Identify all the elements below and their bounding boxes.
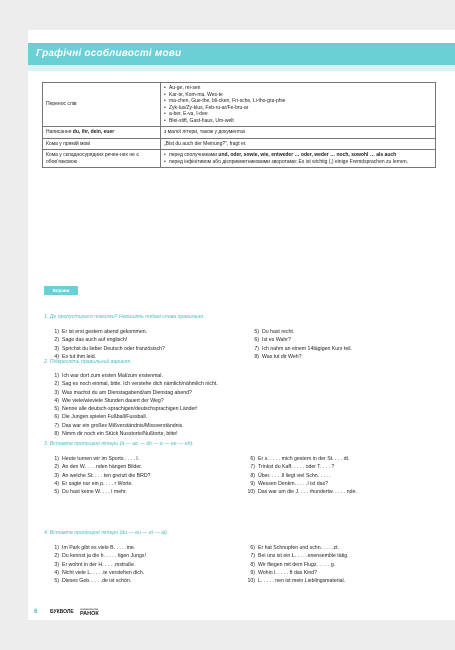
list-item: • Blei-stift, Gast-haus, Um-welt bbox=[164, 118, 432, 125]
item-text: Heute turnen wir im Sports . . . . l. bbox=[62, 456, 139, 462]
list-item bbox=[246, 561, 349, 569]
task-left-list bbox=[50, 455, 151, 496]
item-text: Dieses Geb. . . . .de ist schön. bbox=[62, 578, 132, 585]
item-text: An welche St. . . . ten grenzt die BRD? bbox=[62, 472, 151, 479]
list-item bbox=[50, 336, 165, 344]
item-number: 7) bbox=[250, 553, 255, 560]
item-number: 1) bbox=[54, 456, 59, 462]
rule-value bbox=[161, 150, 436, 168]
item-text: Nenne alle deutsch-sprachigen/deutschsprachigen Länder! bbox=[62, 406, 198, 413]
rule-label bbox=[43, 127, 161, 139]
section-title: Графічні особливості мови bbox=[36, 48, 182, 59]
item-text: Bei uns ist ein L. . . . .enensemble tätig. bbox=[258, 553, 349, 560]
list-item bbox=[246, 569, 349, 577]
item-text: Im Park gibt es viele B. . . . .me. bbox=[62, 545, 136, 551]
item-number: 7) bbox=[250, 464, 255, 471]
task-right-list bbox=[246, 544, 349, 585]
item-number: 4) bbox=[54, 397, 59, 404]
task-title: 4. Вставте пропущені літери (äu — eu — ei — ai). bbox=[44, 530, 169, 536]
table-row bbox=[43, 127, 436, 139]
rule-value bbox=[161, 83, 436, 127]
item-number: 4) bbox=[54, 569, 59, 576]
list-item bbox=[50, 405, 218, 413]
item-text: Er wohnt in der H. . . . .mstraße. bbox=[62, 561, 136, 568]
item-text: Nicht viele L. . . . .te verstehen dich. bbox=[62, 569, 145, 576]
item-number: 5) bbox=[54, 578, 59, 585]
item-text: Wir fliegen mit dem Flugz. . . . . g. bbox=[258, 561, 336, 568]
item-text: Ist es Wahr? bbox=[262, 337, 291, 344]
item-text: Trinkst du Kaff. . . . . oder T. . . . ? bbox=[258, 464, 335, 471]
item-number: 6) bbox=[254, 337, 259, 344]
task-right-list bbox=[246, 455, 357, 496]
item-text: Er sagte nur ein p. . . . r Worte. bbox=[62, 480, 133, 487]
item-text: Wohin l. . . . . ft das Kind? bbox=[258, 569, 318, 576]
item-number: 3) bbox=[54, 345, 59, 352]
item-number: 9) bbox=[250, 480, 255, 487]
publisher-logo-bukvole: БУКВОЛЕ bbox=[50, 609, 74, 615]
item-number: 1) bbox=[54, 545, 59, 551]
section-header bbox=[28, 43, 455, 65]
rule-value: „Bist du auch der Meinung?“, fragt er. bbox=[161, 138, 436, 150]
rules-table bbox=[42, 82, 436, 168]
list-item: • Kar-te, Kom-ma, Wes-te bbox=[164, 92, 432, 99]
item-text: Sag es noch einmal, bitte. Ich verstehe dich nämlich/nähmlich nicht. bbox=[62, 381, 218, 388]
list-item bbox=[246, 472, 357, 480]
task-title: 1. Де пропустилися помилки? Напишіть подані слова правильно. bbox=[44, 314, 205, 320]
item-number: 2) bbox=[54, 464, 59, 471]
task-right-list bbox=[250, 328, 352, 361]
item-text: Sage das auch auf englisch! bbox=[62, 337, 128, 344]
item-number: 7) bbox=[54, 422, 59, 429]
list-item bbox=[50, 397, 218, 405]
task-left-list bbox=[50, 372, 218, 438]
list-item bbox=[50, 389, 218, 397]
item-number: 6) bbox=[250, 456, 255, 462]
task-left-list bbox=[50, 328, 165, 361]
item-text: Die Jungen spielen Fußball/Fussball. bbox=[62, 414, 148, 421]
item-number: 6) bbox=[54, 414, 59, 421]
list-item bbox=[50, 345, 165, 353]
list-item bbox=[246, 544, 349, 552]
item-text: Wessen Denkm. . . . .l ist das? bbox=[258, 480, 328, 487]
rule-label: Кома у прямій мові bbox=[43, 138, 161, 150]
item-number: 10) bbox=[247, 489, 255, 496]
list-item bbox=[50, 463, 151, 471]
document-sheet bbox=[28, 30, 455, 620]
list-item bbox=[250, 345, 352, 353]
item-text: Was machst du am Dienstagabend/am Dienstag abend? bbox=[62, 389, 192, 396]
list-item bbox=[50, 552, 146, 560]
list-item bbox=[50, 430, 218, 438]
item-text: Er hat Schnupfen und schn. . . . .zt. bbox=[258, 545, 340, 551]
item-number: 8) bbox=[250, 561, 255, 568]
list-item bbox=[50, 413, 218, 421]
item-text: Das war um die J. . . . rhundertw. . . . . nde. bbox=[258, 489, 357, 496]
list-item: • Au-ge, rei-sen bbox=[164, 85, 432, 92]
publisher-logo-text: РАНОК bbox=[80, 611, 99, 617]
item-number: 1) bbox=[54, 329, 59, 335]
item-number: 7) bbox=[254, 345, 259, 352]
list-item bbox=[50, 544, 146, 552]
item-number: 9) bbox=[250, 569, 255, 576]
item-text: Du hast keine W. . . . l mehr. bbox=[62, 489, 127, 496]
item-text: L. . . . . nen ist mein Lieblingsmaterial. bbox=[258, 578, 346, 585]
publisher-logo-ranok bbox=[80, 607, 99, 617]
item-text: Wie viele/wieviele Stunden dauert der Weg? bbox=[62, 397, 164, 404]
item-text: Du hast recht. bbox=[262, 329, 295, 335]
item-number: 5) bbox=[54, 406, 59, 413]
list-item bbox=[50, 577, 146, 585]
item-number: 3) bbox=[54, 561, 59, 568]
item-text: Über. . . . .ll liegt viel Schn. . . . . bbox=[258, 472, 331, 479]
publisher-logo-caption: видавництво bbox=[80, 607, 99, 611]
item-number: 8) bbox=[54, 431, 59, 438]
list-item bbox=[250, 336, 352, 344]
list-item bbox=[50, 561, 146, 569]
item-text: Sprichst du lieber Deutsch oder französisch? bbox=[62, 345, 165, 352]
list-item bbox=[50, 422, 218, 430]
item-number: 1) bbox=[54, 373, 59, 379]
list-item bbox=[50, 455, 151, 463]
list-item bbox=[250, 328, 352, 336]
list-item: • Zyk-lus/Zy-klus, Feb-ru-ar/Fe-bru-ar bbox=[164, 105, 432, 112]
list-item bbox=[246, 577, 349, 585]
item-number: 3) bbox=[54, 472, 59, 479]
list-item bbox=[246, 552, 349, 560]
item-number: 3) bbox=[54, 389, 59, 396]
list-item: • перед інфінітивом або дієприкметниковими зворотами: Es ist wichtig (,) einige Fremdsprachen zu lernen. bbox=[164, 159, 432, 166]
list-item bbox=[246, 455, 357, 463]
item-text: An den W. . . . nden hängen Bilder. bbox=[62, 464, 143, 471]
item-text: Nimm dir noch ein Stück Nusstorte/Nußtorte, bitte! bbox=[62, 431, 178, 438]
item-text: Ich war dort zum ersten Mal/zum erstenmal. bbox=[62, 373, 163, 379]
list-item bbox=[50, 472, 151, 480]
item-text: Es tut ihm leid. bbox=[62, 353, 97, 360]
table-row bbox=[43, 83, 436, 127]
list-item bbox=[246, 463, 357, 471]
page-number: 6 bbox=[34, 609, 38, 615]
item-text: Er ist erst gestern abend gekommen. bbox=[62, 329, 148, 335]
item-number: 8) bbox=[254, 353, 259, 360]
rule-value: з малої літери, також у документах bbox=[161, 127, 436, 139]
task-title: 2. Підкресліть правильний варіант. bbox=[44, 359, 132, 365]
item-number: 4) bbox=[54, 480, 59, 487]
item-text: Das war ein großes Mißverständnis/Missverständnis. bbox=[62, 422, 184, 429]
table-row bbox=[43, 150, 436, 168]
rule-label: Перенос слів bbox=[43, 83, 161, 127]
item-number: 5) bbox=[254, 329, 259, 335]
header-shade bbox=[28, 65, 455, 71]
item-number: 2) bbox=[54, 553, 59, 560]
list-item bbox=[250, 353, 352, 361]
item-text: Er s. . . . . mich gestern in der St. . . . dt. bbox=[258, 456, 350, 462]
list-item bbox=[50, 569, 146, 577]
exercises-badge: Вправи bbox=[44, 286, 78, 295]
item-text: Ich nahm an einem 14tägigen Kurs teil. bbox=[262, 345, 352, 352]
list-item: • a-ber, E-va, I-dee bbox=[164, 111, 432, 118]
item-text: Du kennst ja die h. . . . . tigen Jungs! bbox=[62, 553, 146, 560]
list-item bbox=[246, 488, 357, 496]
table-row bbox=[43, 138, 436, 150]
list-item bbox=[50, 328, 165, 336]
rule-label-bold: du, ihr, dein, euer bbox=[72, 129, 115, 135]
rule-label-plain: Написання bbox=[46, 129, 73, 135]
rule-label: Кома у складносурядних речен-нях не є обов’язковою bbox=[43, 150, 161, 168]
item-bold: und, oder, sowie, wie, entweder … oder, weder … noch, sowohl … als auch bbox=[218, 152, 397, 158]
item-text: перед сполучниками bbox=[169, 152, 219, 158]
item-number: 5) bbox=[54, 489, 59, 496]
item-number: 8) bbox=[250, 472, 255, 479]
page-footer bbox=[28, 607, 228, 619]
task-left-list bbox=[50, 544, 146, 585]
item-number: 6) bbox=[250, 545, 255, 551]
list-item bbox=[50, 488, 151, 496]
list-item bbox=[246, 480, 357, 488]
list-item: • ma-chen, Gue-the, bli-cken, Fri-sche, Li-tho-gra-phie bbox=[164, 98, 432, 105]
item-number: 2) bbox=[54, 337, 59, 344]
list-item bbox=[50, 372, 218, 380]
item-number: 10) bbox=[247, 578, 255, 585]
item-number: 4) bbox=[54, 353, 59, 360]
list-item bbox=[50, 380, 218, 388]
item-text: Was tut dir Weh? bbox=[262, 353, 302, 360]
list-item bbox=[50, 480, 151, 488]
task-title: 3. Вставте пропущені літери (ä — ae — äh — e — ee — eh). bbox=[44, 441, 194, 447]
item-number: 2) bbox=[54, 381, 59, 388]
